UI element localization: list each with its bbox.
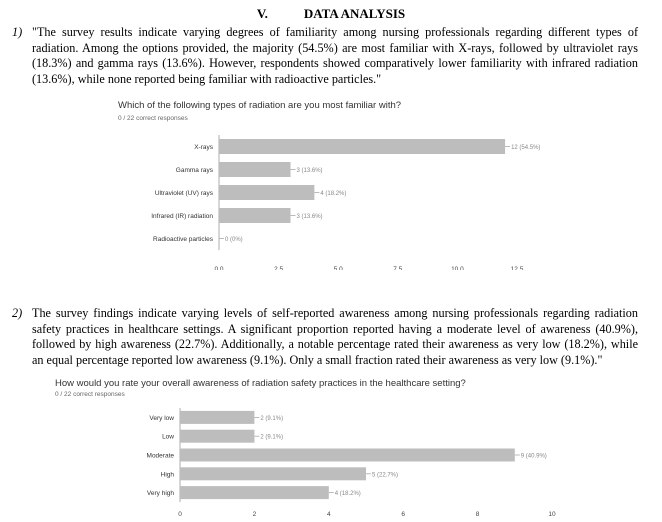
x-tick-label: 10.0 <box>451 266 464 270</box>
bar <box>180 486 329 499</box>
value-label: 9 (40.9%) <box>520 453 547 460</box>
value-label: 5 (22.7%) <box>372 472 399 479</box>
chart-2-title: How would you rate your overall awareness of radiation safety practices in the healthcare setting? <box>55 378 466 389</box>
x-tick-label: 4 <box>326 511 331 518</box>
bar <box>180 411 254 424</box>
value-label: 3 (13.6%) <box>296 168 323 174</box>
category-label: Very low <box>149 414 174 422</box>
category-label: X-rays <box>194 144 213 151</box>
bar <box>180 449 515 462</box>
paragraph-text: "The survey results indicate varying degrees of familiarity among nursing professionals regarding different types of radiation. Among the options provided, the majority (54.5%) are most familiar with X-rays, followed by ultraviolet rays (18.3%) and gamma rays (13.6%). However, respondents showed comparatively lower familiarity with infrared radiation (13.6%), while none reported being familiar with radioactive particles." <box>32 25 638 86</box>
bar <box>219 208 291 223</box>
section-title: DATA ANALYSIS <box>303 6 406 21</box>
x-tick-label: 2 <box>252 511 257 518</box>
bar <box>180 430 254 443</box>
paragraph-index: 1) <box>12 25 23 39</box>
paragraph-2 <box>12 306 638 368</box>
chart-2 <box>0 400 662 522</box>
value-label: 2 (9.1%) <box>260 434 284 441</box>
x-tick-label: 0.0 <box>214 266 224 270</box>
chart-1 <box>0 128 662 270</box>
x-tick-label: 5.0 <box>333 266 343 270</box>
chart-1-subtitle: 0 / 22 correct responses <box>118 115 188 122</box>
paragraph-text: The survey findings indicate varying levels of self-reported awareness among nursing professionals regarding radiation safety practices in healthcare settings. A significant proportion reported having a moderate level of awareness (40.9%), followed by high awareness (22.7%). Additionally, a notable percentage rated their awareness as very low (18.2%), while an equal percentage reported low awareness (9.1%). Only a small fraction rated their awareness as very low (9.1%)." <box>32 306 638 367</box>
x-tick-label: 0 <box>178 511 182 518</box>
paragraph-1 <box>12 25 638 87</box>
category-label: Radioactive particles <box>153 236 213 243</box>
category-label: Low <box>162 433 174 441</box>
bar <box>219 162 291 177</box>
section-number: V. <box>256 6 268 21</box>
value-label: 3 (13.6%) <box>296 214 323 220</box>
chart-2-subtitle: 0 / 22 correct responses <box>55 391 125 398</box>
x-tick-label: 10 <box>548 511 556 518</box>
x-tick-label: 7.5 <box>393 266 403 270</box>
chart-1-title: Which of the following types of radiation are you most familiar with? <box>118 100 402 111</box>
category-label: High <box>160 471 174 479</box>
category-label: Infrared (IR) radiation <box>151 213 213 220</box>
x-tick-label: 6 <box>401 511 406 518</box>
category-label: Moderate <box>146 452 174 460</box>
category-label: Very high <box>146 490 174 498</box>
bar <box>180 467 366 480</box>
value-label: 2 (9.1%) <box>260 415 284 422</box>
value-label: 0 (0%) <box>225 237 243 243</box>
x-tick-label: 8 <box>475 511 480 518</box>
bar <box>219 185 314 200</box>
category-label: Ultraviolet (UV) rays <box>154 190 213 197</box>
value-label: 4 (18.2%) <box>334 491 361 498</box>
x-tick-label: 2.5 <box>274 266 284 270</box>
section-heading <box>0 6 662 22</box>
value-label: 4 (18.2%) <box>320 191 347 197</box>
category-label: Gamma rays <box>175 167 213 174</box>
value-label: 12 (54.5%) <box>511 145 541 151</box>
bar <box>219 139 505 154</box>
paragraph-index: 2) <box>12 306 23 320</box>
x-tick-label: 12.5 <box>510 266 524 270</box>
